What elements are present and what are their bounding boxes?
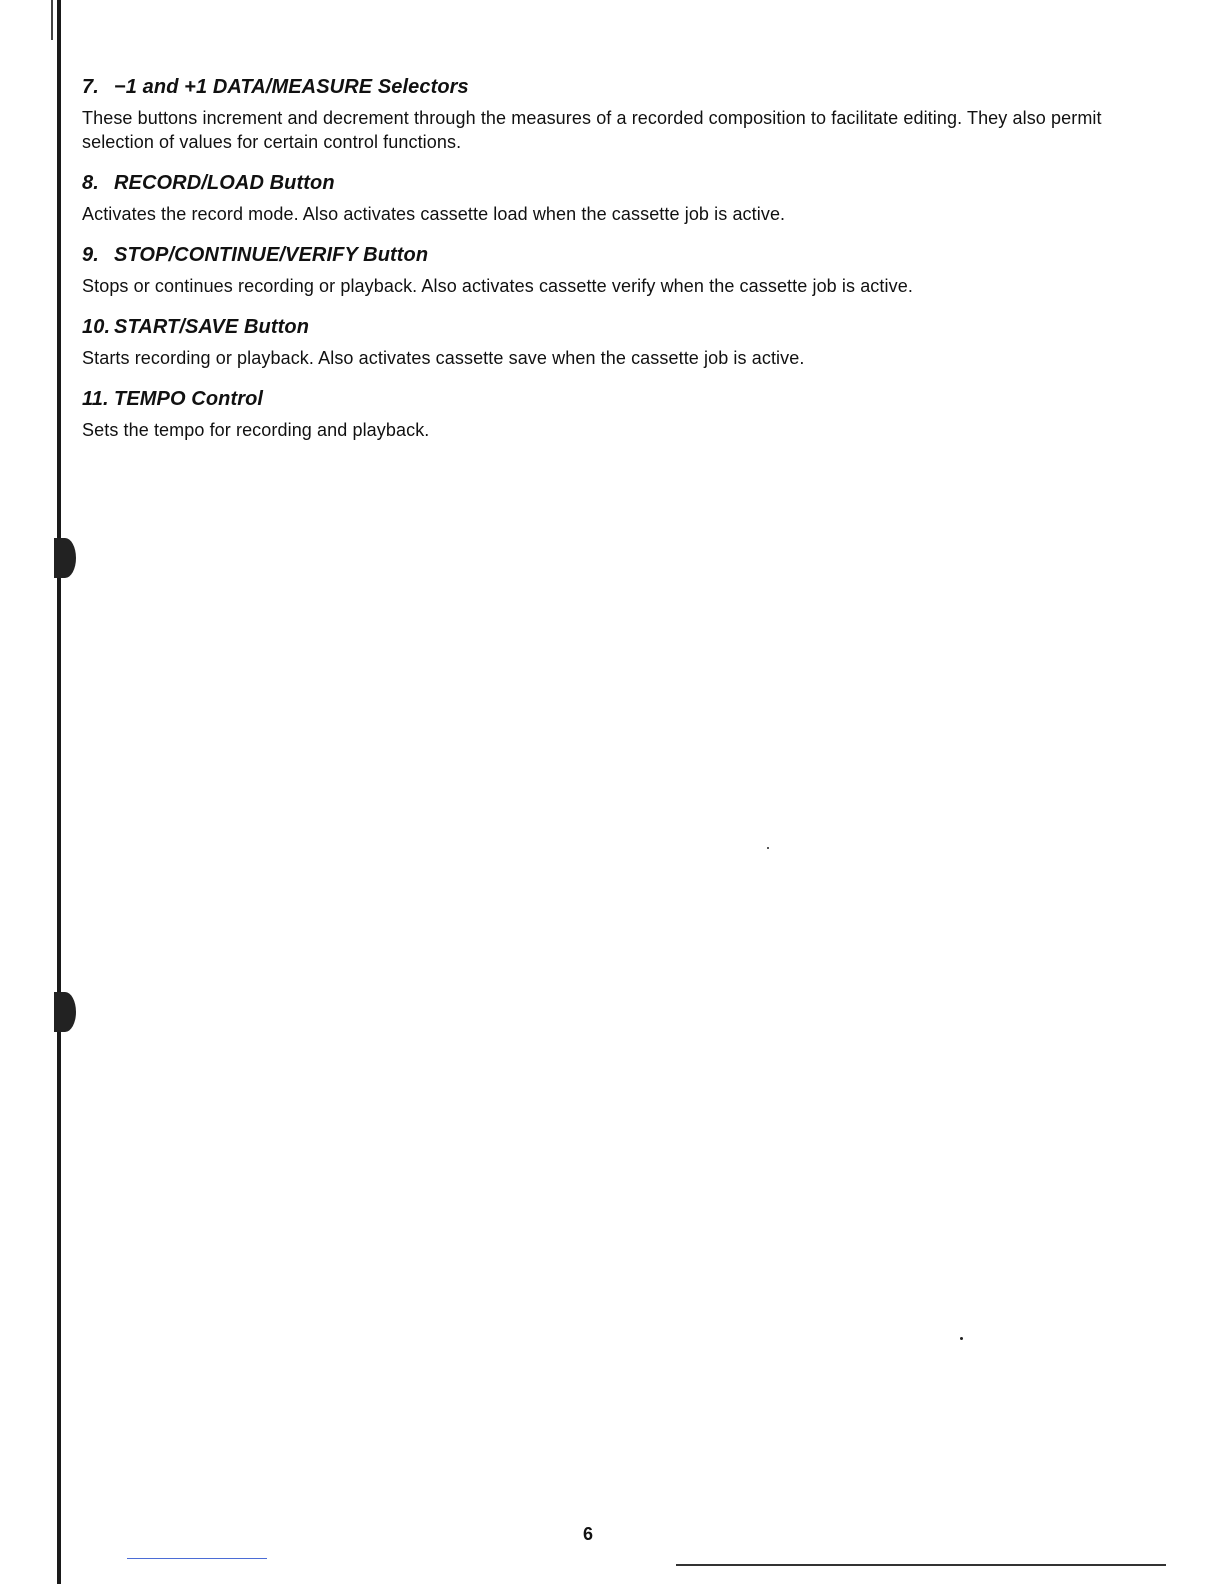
section-stop-continue-verify-button (82, 242, 1142, 298)
scan-speck (767, 847, 769, 849)
section-title: TEMPO Control (114, 388, 264, 410)
section-number: 8. (82, 172, 99, 194)
section-tempo-control (82, 386, 1142, 442)
section-body: Activates the record mode. Also activates cassette load when the cassette job is active. (82, 204, 786, 224)
page-number: 6 (582, 1524, 593, 1544)
section-heading (82, 74, 1142, 100)
section-record-load-button (82, 170, 1142, 226)
section-body: Stops or continues recording or playback. Also activates cassette verify when the cassette job is active. (82, 276, 913, 296)
section-body: Starts recording or playback. Also activates cassette save when the cassette job is active. (82, 348, 805, 368)
section-data-measure-selectors (82, 74, 1142, 154)
section-body: Sets the tempo for recording and playback. (82, 420, 430, 440)
footer-rule (127, 1558, 267, 1559)
section-number: 10. (82, 316, 111, 338)
section-title: STOP/CONTINUE/VERIFY Button (114, 244, 429, 266)
section-body: These buttons increment and decrement through the measures of a recorded composition to facilitate editing. They also permit selection of values for certain control functions. (82, 108, 1102, 152)
section-title: START/SAVE Button (114, 316, 310, 338)
binding-edge (57, 0, 61, 1584)
section-number: 9. (82, 244, 99, 266)
section-heading (82, 314, 1142, 340)
scan-speck (960, 1337, 963, 1340)
section-number: 7. (82, 76, 99, 98)
section-start-save-button (82, 314, 1142, 370)
section-title: −1 and +1 DATA/MEASURE Selectors (114, 76, 469, 98)
punch-hole-mark (54, 538, 76, 578)
section-title: RECORD/LOAD Button (114, 172, 335, 194)
section-heading (82, 170, 1142, 196)
punch-hole-mark (54, 992, 76, 1032)
section-heading (82, 242, 1142, 268)
footer-rule (676, 1564, 1166, 1566)
section-heading (82, 386, 1142, 412)
section-number: 11. (82, 388, 109, 410)
document-content (82, 74, 1142, 458)
